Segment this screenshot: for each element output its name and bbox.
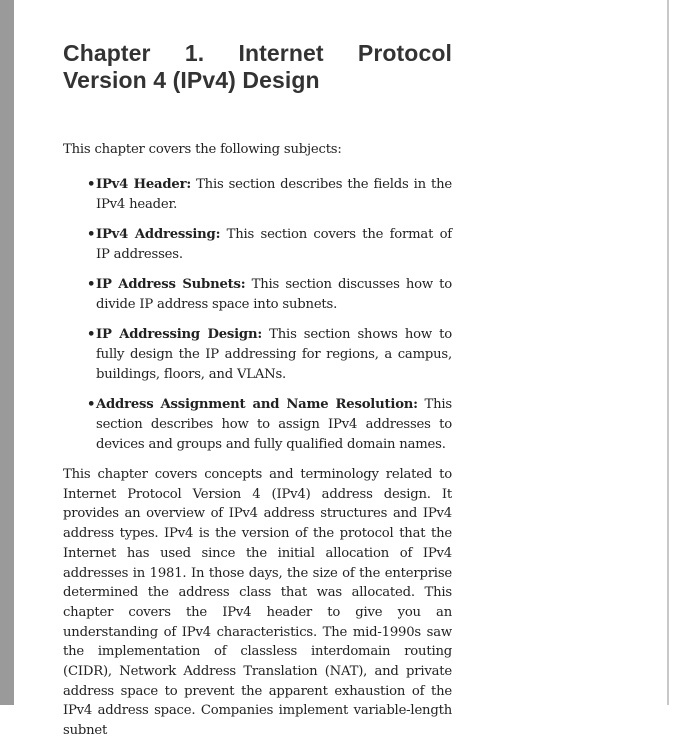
subject-term: Address Assignment and Name Resolution: xyxy=(96,397,418,412)
intro-paragraph: This chapter covers the following subjects: xyxy=(63,142,342,157)
list-item xyxy=(87,325,452,385)
list-item xyxy=(87,225,452,265)
bullet-icon: • xyxy=(87,177,96,192)
body-paragraph: This chapter covers concepts and terminology related to Internet Protocol Version 4 (IPv4) address design. It provides an overview of IPv4 address structures and IPv4 address types. IPv4 is the version of the protocol that the Internet has used since the initial allocation of IPv4 addresses in 1981. In those days, the size of the enterprise determined the address class that was allocated. This chapter covers the IPv4 header to give you an understanding of IPv4 characteristics. The mid-1990s saw the implementation of classless interdomain routing (CIDR), Network Address Translation (NAT), and private address space to prevent the apparent exhaustion of the IPv4 address space. Companies implement variable-length subnet xyxy=(63,467,452,739)
subjects-list xyxy=(63,175,452,455)
left-margin-bar xyxy=(0,0,14,705)
bullet-icon: • xyxy=(87,227,96,242)
list-item xyxy=(87,175,453,215)
subject-term: IPv4 Header: xyxy=(96,177,192,192)
subject-term: IPv4 Addressing: xyxy=(96,227,221,242)
subject-term: IP Addressing Design: xyxy=(96,327,263,342)
subject-term: IP Address Subnets: xyxy=(96,277,246,292)
document-page xyxy=(63,40,452,754)
bullet-icon: • xyxy=(87,277,96,292)
subject-description: This section shows how to fully design the IP addressing for regions, a campus, buildings, floors, and VLANs. xyxy=(96,327,452,382)
chapter-title xyxy=(63,40,452,94)
right-gutter xyxy=(669,0,685,705)
subject-description: This section covers the format of IP addresses. xyxy=(96,227,452,262)
chapter-title-line-2: Version 4 (IPv4) Design xyxy=(63,67,320,93)
bullet-icon: • xyxy=(87,397,96,412)
chapter-title-line-1: Chapter 1. Internet Protocol xyxy=(63,40,452,66)
list-item xyxy=(87,275,453,315)
subject-description: This section describes the fields in the IPv4 header. xyxy=(96,177,453,212)
list-item xyxy=(87,395,452,455)
bullet-icon: • xyxy=(87,327,96,342)
subject-description: This section describes how to assign IPv4 addresses to devices and groups and fully qualified domain names. xyxy=(96,397,452,452)
subject-description: This section discusses how to divide IP address space into subnets. xyxy=(96,277,453,312)
